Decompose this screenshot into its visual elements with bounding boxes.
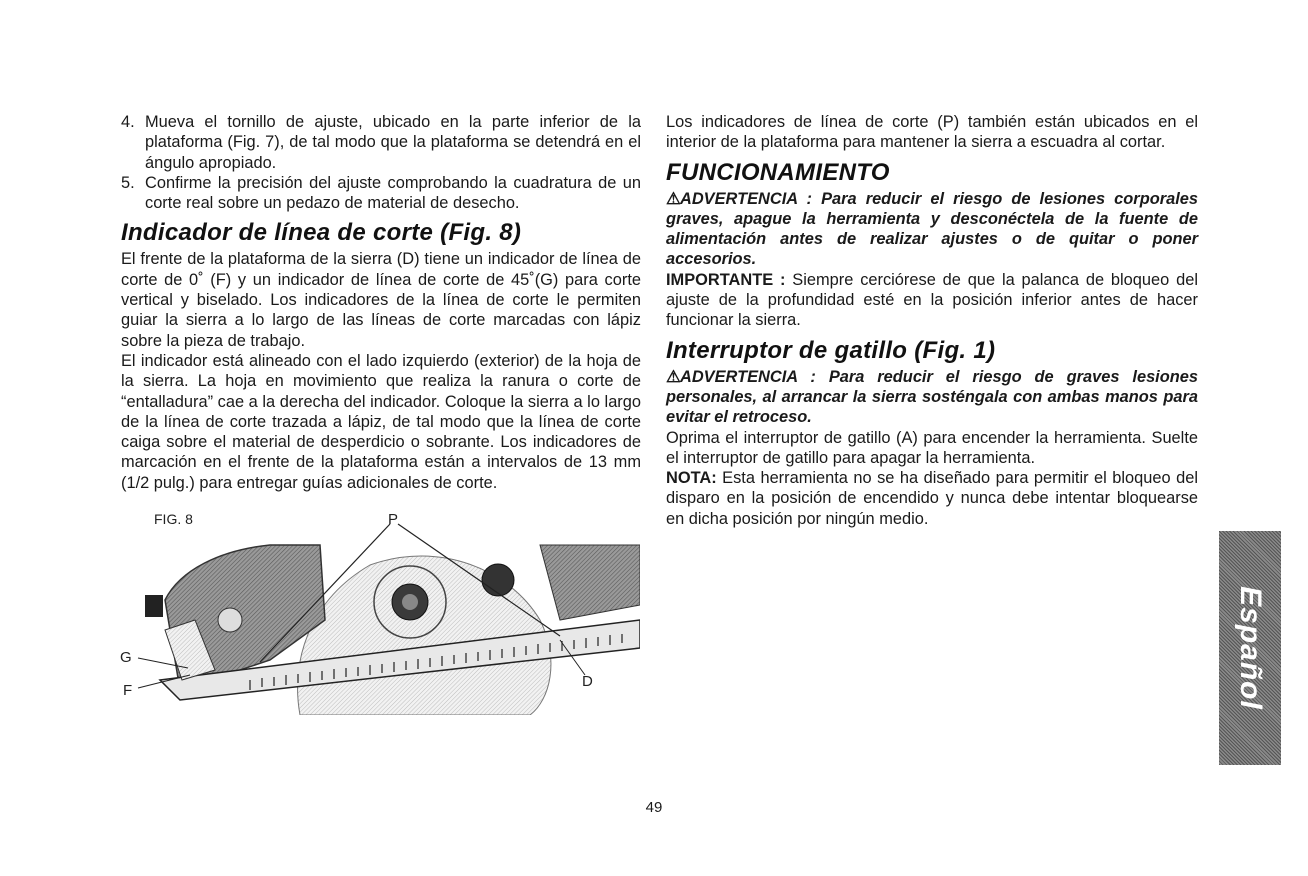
label-p: P <box>388 511 399 528</box>
nota-label: NOTA: <box>666 469 717 488</box>
warning-icon: ⚠ <box>666 367 681 386</box>
figure-8 <box>120 510 640 715</box>
saw-body <box>540 545 640 620</box>
language-tab-label: Español <box>1234 586 1267 710</box>
trigger-instructions: Oprima el interruptor de gatillo (A) para encender la herramienta. Suelte el interruptor de gatillo para apagar la herramienta. <box>666 428 1198 467</box>
page-number: 49 <box>645 799 663 816</box>
cut-line-paragraph-2: El indicador está alineado con el lado izquierdo (exterior) de la hoja de la sierra. La hoja en movimiento que realiza la ranura o corte de “entalladura” cae a la derecha del indicador. Coloque la sierra a lo largo de la línea de corte trazada a lápiz, de tal modo que la línea de corte caiga sobre el material de desperdicio o sobrante. Los indicadores de marcación en el frente de la plataforma están a intervalos de 13 mm (1/2 pulg.) para entregar guías adicionales de corte. <box>121 351 641 492</box>
indicator-intro: Los indicadores de línea de corte (P) también están ubicados en el interior de la plataforma para mantener la sierra a escuadra al cortar. <box>666 113 1198 152</box>
label-d: D <box>582 673 593 690</box>
label-g: G <box>120 649 132 666</box>
funcionamiento-heading: FUNCIONAMIENTO <box>666 158 890 186</box>
cut-line-indicator-heading: Indicador de línea de corte (Fig. 8) <box>121 219 522 247</box>
importante-text: Siempre cerciórese de que la palanca de bloqueo del ajuste de la profundidad esté en la posición inferior antes de hacer funcionar la sierra. <box>666 270 1198 330</box>
warning-kickback <box>666 367 1198 428</box>
cut-line-paragraph-1: El frente de la plataforma de la sierra (D) tiene un indicador de línea de corte de 0˚ (F) y un indicador de línea de corte de 45˚(G) para corte vertical y biselado. Los indicadores de la línea de corte le permiten guiar la sierra a lo largo de las líneas de corte marcadas con lápiz sobre la pieza de trabajo. <box>121 250 641 350</box>
warning-icon: ⚠ <box>666 189 681 208</box>
warning-power <box>666 189 1198 270</box>
step-number: 5. <box>121 173 135 192</box>
adjustment-steps <box>121 112 641 213</box>
step-text: Confirme la precisión del ajuste comprobando la cuadratura de un corte real sobre un pedazo de material de desecho. <box>145 173 641 213</box>
language-tab <box>1219 531 1281 765</box>
step-text: Mueva el tornillo de ajuste, ubicado en la parte inferior de la plataforma (Fig. 7), de tal modo que la plataforma se detendrá en el ángulo apropiado. <box>145 113 641 172</box>
bevel-screw <box>218 608 242 632</box>
importante-note <box>666 270 1198 331</box>
depth-knob <box>482 564 514 596</box>
warning-kickback-text: ADVERTENCIA : Para reducir el riesgo de graves lesiones personales, al arrancar la sierra sosténgala con ambas manos para evitar el retroceso. <box>666 367 1198 427</box>
figure-caption: FIG. 8 <box>154 511 193 527</box>
step-item <box>121 112 641 173</box>
label-f: F <box>123 682 133 699</box>
arbor-bolt <box>402 594 418 610</box>
step-item <box>121 173 641 214</box>
interruptor-heading: Interruptor de gatillo (Fig. 1) <box>666 336 996 364</box>
bevel-knob-left <box>145 595 163 617</box>
nota-text: Esta herramienta no se ha diseñado para permitir el bloqueo del disparo en la posición de encendido y nunca debe intentar bloquearse en dicha posición por ningún medio. <box>666 469 1198 528</box>
step-number: 4. <box>121 113 135 131</box>
right-column <box>666 112 1198 529</box>
importante-label: IMPORTANTE : <box>666 270 786 289</box>
nota-note <box>666 468 1198 529</box>
warning-power-text: ADVERTENCIA : Para reducir el riesgo de lesiones corporales graves, apague la herramienta y desconéctela de la fuente de alimentación antes de realizar ajustes o de quitar o poner accesorios. <box>666 189 1198 269</box>
left-column <box>121 112 641 493</box>
saw-illustration <box>120 510 640 715</box>
